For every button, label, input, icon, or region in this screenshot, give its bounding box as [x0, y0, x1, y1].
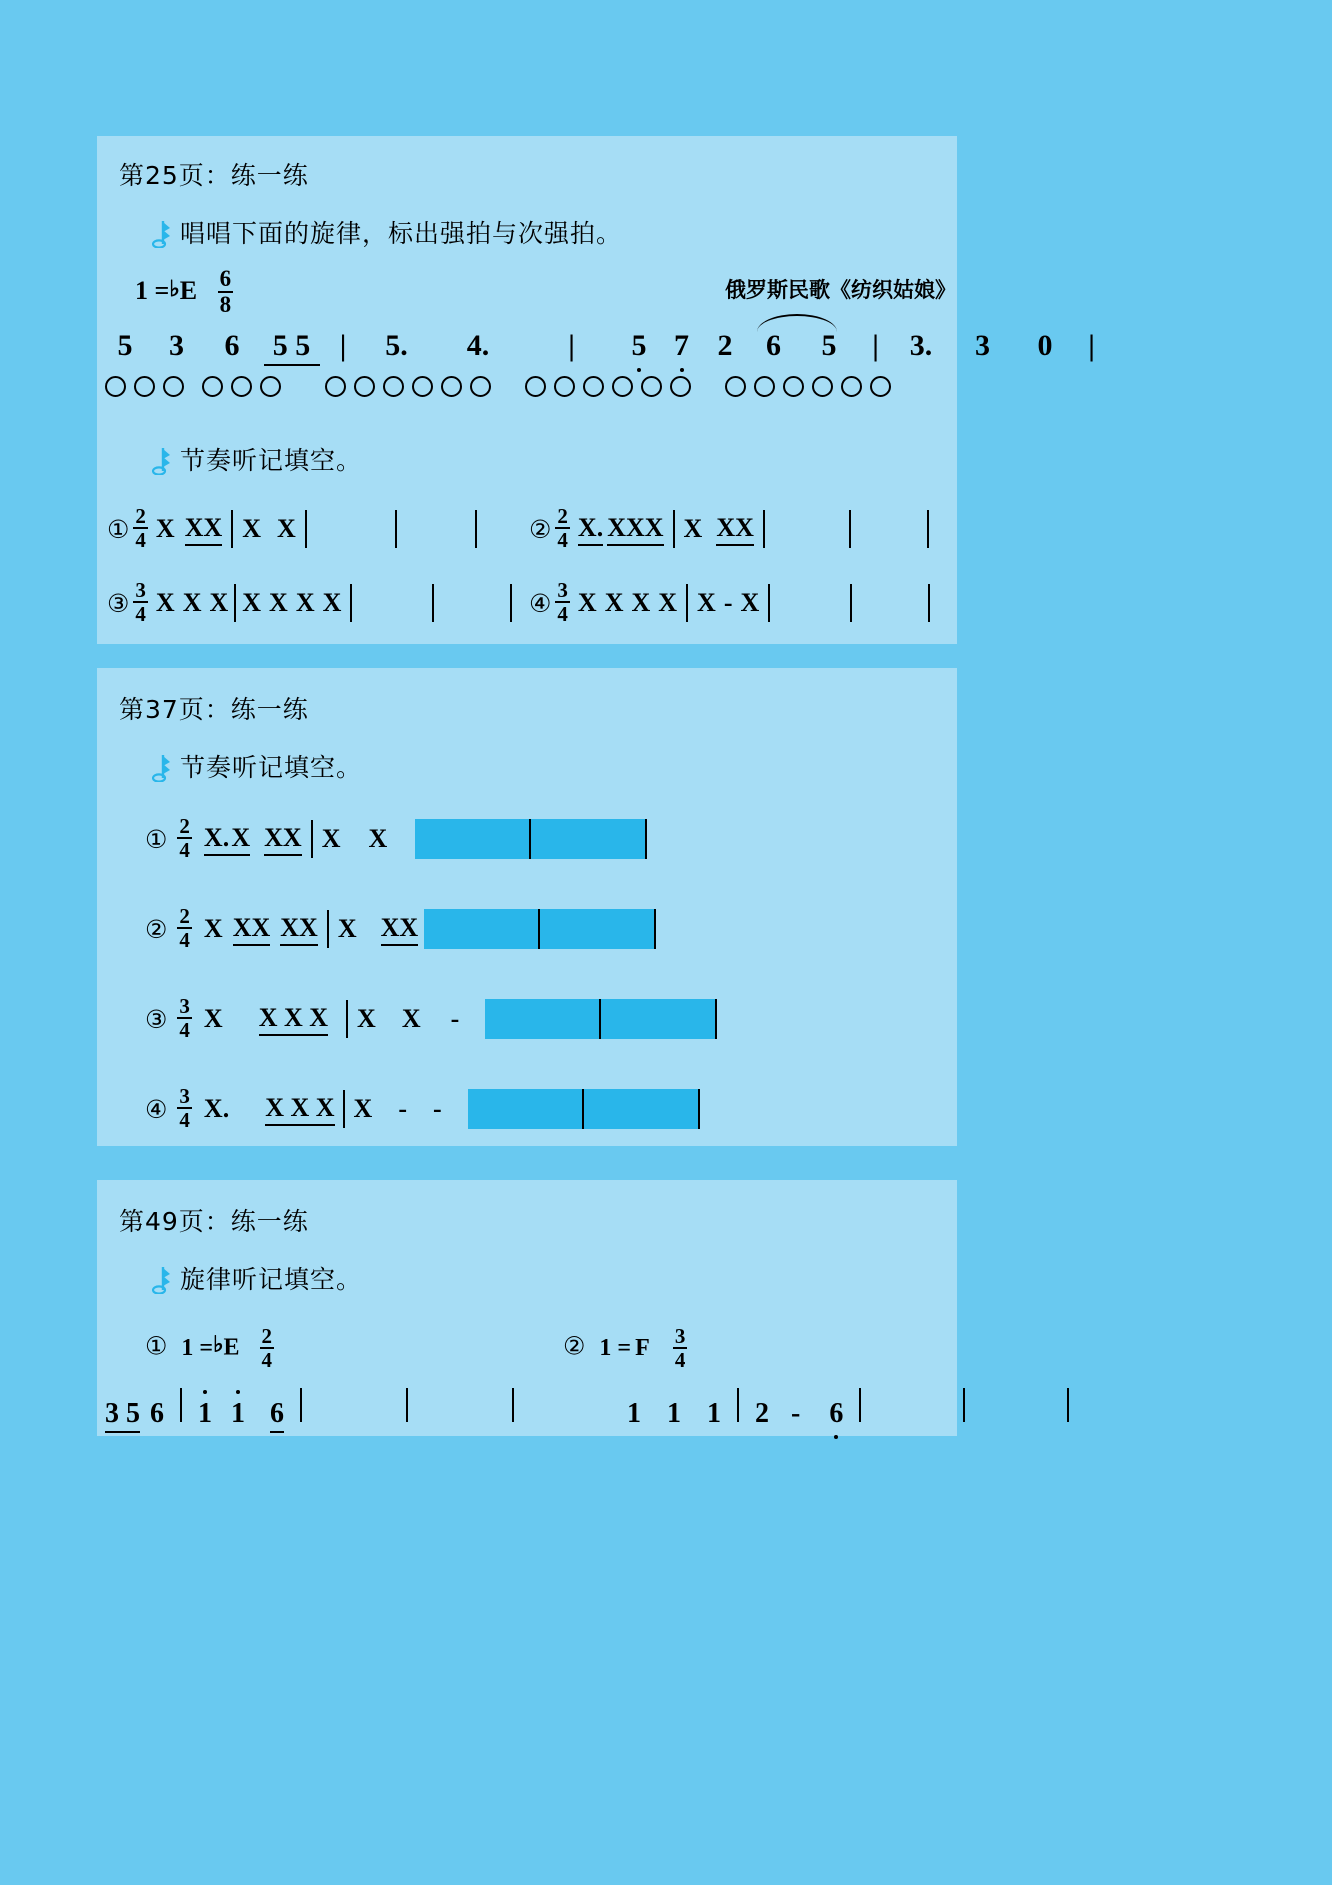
answer-blank-blocks[interactable]	[415, 819, 647, 859]
beat-circle[interactable]	[670, 376, 691, 397]
task-line-sing	[152, 214, 622, 250]
beat-circle[interactable]	[525, 376, 546, 397]
section-page25	[97, 136, 1095, 644]
answer-blank[interactable]	[601, 999, 717, 1039]
beat-circle[interactable]	[841, 376, 862, 397]
time-num: 2	[179, 904, 190, 928]
music-note-icon	[152, 445, 174, 475]
rhythm-item-3-p37[interactable]: ③ $\frac{3}{4}$ X X X X X X -	[145, 996, 717, 1042]
answer-blank[interactable]	[540, 909, 656, 949]
time-den: 4	[674, 1348, 686, 1373]
task-text-rhythm-p37: 节奏听记填空。	[180, 753, 363, 782]
answer-blank[interactable]	[424, 909, 540, 949]
time-den: 4	[135, 602, 146, 627]
melody-notation-p25: 5 3 6 5 5 | 5. 4. | 5 7 2 6 5 | 3. 3 0 |	[105, 329, 1105, 366]
time-signature	[177, 1085, 192, 1131]
task-line-rhythm-p37	[152, 748, 362, 784]
answer-blank-blocks[interactable]	[485, 999, 717, 1039]
time-signature	[555, 505, 570, 551]
section-title-page49: 第49页：练一练	[119, 1207, 309, 1236]
time-signature	[177, 995, 192, 1041]
item-number: ①	[107, 514, 130, 544]
answer-blank[interactable]	[485, 999, 601, 1039]
music-note-icon	[152, 218, 174, 248]
beat-circle[interactable]	[641, 376, 662, 397]
rhythm-item-1-p25[interactable]: ① $\frac{2}{4}$ X XX X X	[107, 506, 486, 552]
time-signature-p25	[218, 267, 234, 317]
song-source-label: 俄罗斯民歌《纺织姑娘》	[725, 277, 956, 302]
answer-blank-blocks[interactable]	[468, 1089, 700, 1129]
item-number: ①	[145, 824, 168, 854]
time-signature	[177, 905, 192, 951]
time-den: 4	[179, 1018, 190, 1043]
time-signature	[133, 579, 148, 625]
rhythm-item-2-p37[interactable]: ② $\frac{2}{4}$ X XX XX X XX	[145, 906, 656, 952]
key-prefix: 1 =	[599, 1334, 632, 1361]
beat-circle[interactable]	[441, 376, 462, 397]
beat-circle[interactable]	[383, 376, 404, 397]
time-den: 8	[219, 292, 232, 318]
melody-notation-item-1[interactable]: 3 5 6 1 1 6	[105, 1388, 523, 1433]
time-signature	[673, 1325, 688, 1371]
beat-circle[interactable]	[202, 376, 223, 397]
time-signature	[177, 815, 192, 861]
time-num: 3	[135, 578, 146, 602]
item-number: ③	[145, 1004, 168, 1034]
rhythm-item-1-p37[interactable]: ① $\frac{2}{4}$ X. X XX X X	[145, 816, 647, 862]
time-num: 3	[179, 1084, 190, 1108]
section-page49	[97, 1180, 957, 1436]
beat-circle[interactable]	[725, 376, 746, 397]
time-num: 2	[135, 504, 146, 528]
beat-circle[interactable]	[354, 376, 375, 397]
beat-circle[interactable]	[163, 376, 184, 397]
section-page37	[97, 668, 957, 1146]
item-number: ②	[529, 514, 552, 544]
time-den: 4	[179, 1108, 190, 1133]
time-num: 2	[179, 814, 190, 838]
answer-blank[interactable]	[468, 1089, 584, 1129]
answer-blank[interactable]	[584, 1089, 700, 1129]
item-number: ③	[107, 588, 130, 618]
beat-circle[interactable]	[554, 376, 575, 397]
item-number: ②	[145, 914, 168, 944]
key-prefix: 1 =	[181, 1334, 214, 1361]
section-title-page25: 第25页：练一练	[119, 161, 309, 190]
answer-blank-blocks[interactable]	[424, 909, 656, 949]
flat-symbol: ♭	[169, 276, 180, 302]
time-signature	[260, 1325, 275, 1371]
time-signature	[555, 579, 570, 625]
answer-blank[interactable]	[531, 819, 647, 859]
task-text-melody-p49: 旋律听记填空。	[180, 1265, 363, 1294]
time-signature	[133, 505, 148, 551]
beat-circle[interactable]	[783, 376, 804, 397]
task-line-melody-p49	[152, 1260, 362, 1296]
key-letter: E	[223, 1334, 240, 1361]
time-num: 3	[557, 578, 568, 602]
beat-circle[interactable]	[105, 376, 126, 397]
time-den: 4	[261, 1348, 273, 1373]
time-den: 4	[557, 602, 568, 627]
section-title-page37: 第37页：练一练	[119, 695, 309, 724]
time-num: 2	[557, 504, 568, 528]
key-signature-p25	[135, 268, 237, 318]
beat-circle[interactable]	[260, 376, 281, 397]
task-text-rhythm-p25: 节奏听记填空。	[180, 446, 363, 475]
time-num: 6	[219, 266, 232, 291]
rhythm-item-4-p37[interactable]: ④ $\frac{3}{4}$ X. X X X X - -	[145, 1086, 700, 1132]
key-letter: E	[179, 276, 198, 306]
rhythm-item-4-p25[interactable]: ④ $\frac{3}{4}$ X X X X X - X	[529, 580, 939, 626]
beat-circle[interactable]	[134, 376, 155, 397]
beat-circle[interactable]	[325, 376, 346, 397]
time-num: 3	[179, 994, 190, 1018]
time-den: 4	[135, 528, 146, 553]
melody-notation-item-2[interactable]: 1 1 1 2 - 6	[627, 1388, 1078, 1430]
rhythm-item-3-p25[interactable]: ③ $\frac{3}{4}$ X X X X X X X	[107, 580, 521, 626]
time-den: 4	[179, 928, 190, 953]
time-den: 4	[557, 528, 568, 553]
beat-circle[interactable]	[754, 376, 775, 397]
melody-item-2-key	[563, 1326, 691, 1372]
time-den: 4	[179, 838, 190, 863]
key-letter: F	[635, 1334, 649, 1361]
beat-circle[interactable]	[812, 376, 833, 397]
flat-symbol: ♭	[213, 1331, 224, 1357]
item-number: ①	[145, 1331, 168, 1361]
item-number: ④	[145, 1094, 168, 1124]
answer-blank[interactable]	[415, 819, 531, 859]
beat-circle[interactable]	[470, 376, 491, 397]
beat-circle[interactable]	[412, 376, 433, 397]
beat-circle[interactable]	[231, 376, 252, 397]
beat-circle[interactable]	[583, 376, 604, 397]
key-prefix: 1 =	[135, 276, 170, 306]
music-note-icon	[152, 1264, 174, 1294]
beat-circle-row	[105, 376, 891, 397]
melody-item-1-key	[145, 1326, 278, 1372]
beat-circle[interactable]	[612, 376, 633, 397]
rhythm-item-2-p25[interactable]: ② $\frac{2}{4}$ X. XXX X XX	[529, 506, 938, 552]
music-note-icon	[152, 752, 174, 782]
tie-slur	[757, 314, 837, 332]
time-num: 3	[674, 1324, 686, 1348]
task-line-rhythm-p25	[152, 441, 362, 477]
beat-circle[interactable]	[870, 376, 891, 397]
item-number: ②	[563, 1331, 586, 1361]
task-text-sing: 唱唱下面的旋律，标出强拍与次强拍。	[180, 219, 623, 248]
item-number: ④	[529, 588, 552, 618]
time-num: 2	[261, 1324, 273, 1348]
